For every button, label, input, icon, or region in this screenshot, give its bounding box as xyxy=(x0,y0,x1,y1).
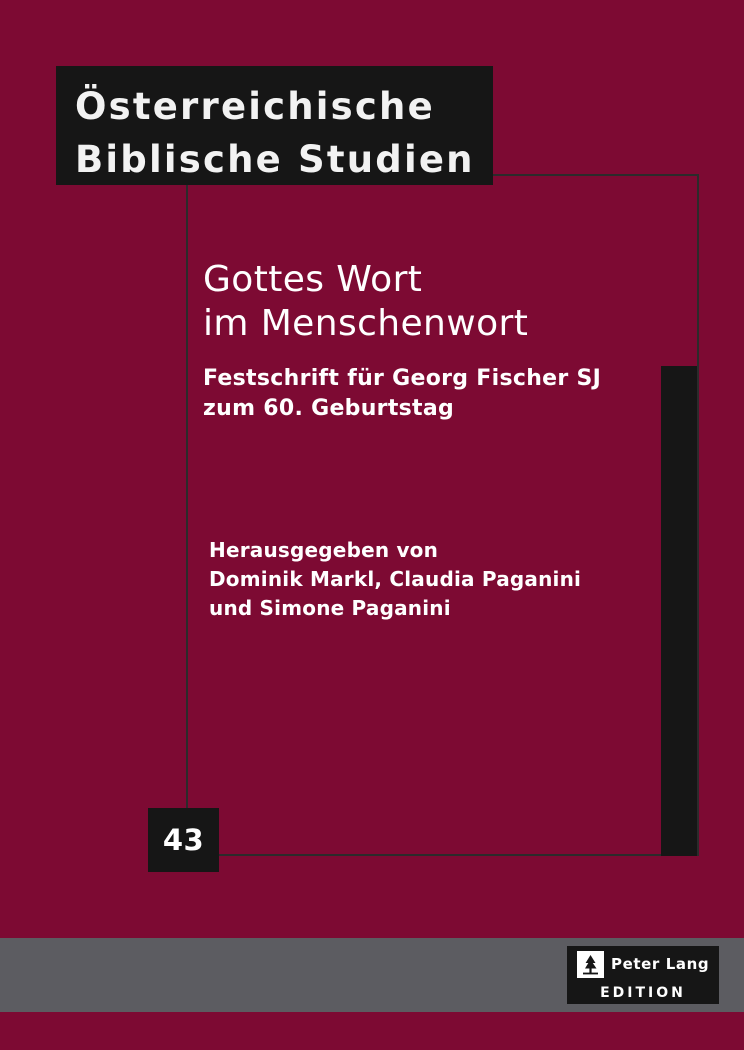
editors-names-line-1: Dominik Markl, Claudia Paganini xyxy=(209,567,582,591)
volume-number-box xyxy=(148,808,219,872)
publisher-name: Peter Lang xyxy=(611,955,710,973)
cover-bottom-margin xyxy=(0,1012,744,1050)
book-title-line-2: im Menschenwort xyxy=(203,303,529,344)
book-subtitle-line-1: Festschrift für Georg Fischer SJ xyxy=(203,366,602,391)
frame-line-right xyxy=(697,174,699,856)
book-subtitle-line-2: zum 60. Geburtstag xyxy=(203,396,455,421)
book-title xyxy=(203,258,683,346)
book-title-line-1: Gottes Wort xyxy=(203,259,423,300)
peter-lang-tree-icon xyxy=(577,951,604,978)
series-title-line-1: Österreichische xyxy=(75,85,435,128)
editors-block xyxy=(209,536,679,623)
publisher-logo-top xyxy=(567,946,719,982)
volume-number: 43 xyxy=(162,823,205,857)
publisher-logo xyxy=(567,946,719,1004)
frame-line-bottom xyxy=(186,854,699,856)
book-subtitle xyxy=(203,364,683,424)
frame-line-left xyxy=(186,174,188,856)
editors-names-line-2: und Simone Paganini xyxy=(209,596,451,620)
series-title-line-2: Biblische Studien xyxy=(75,138,475,181)
publisher-imprint: EDITION xyxy=(600,985,686,1001)
editors-label: Herausgegeben von xyxy=(209,538,439,562)
series-banner xyxy=(56,66,493,185)
